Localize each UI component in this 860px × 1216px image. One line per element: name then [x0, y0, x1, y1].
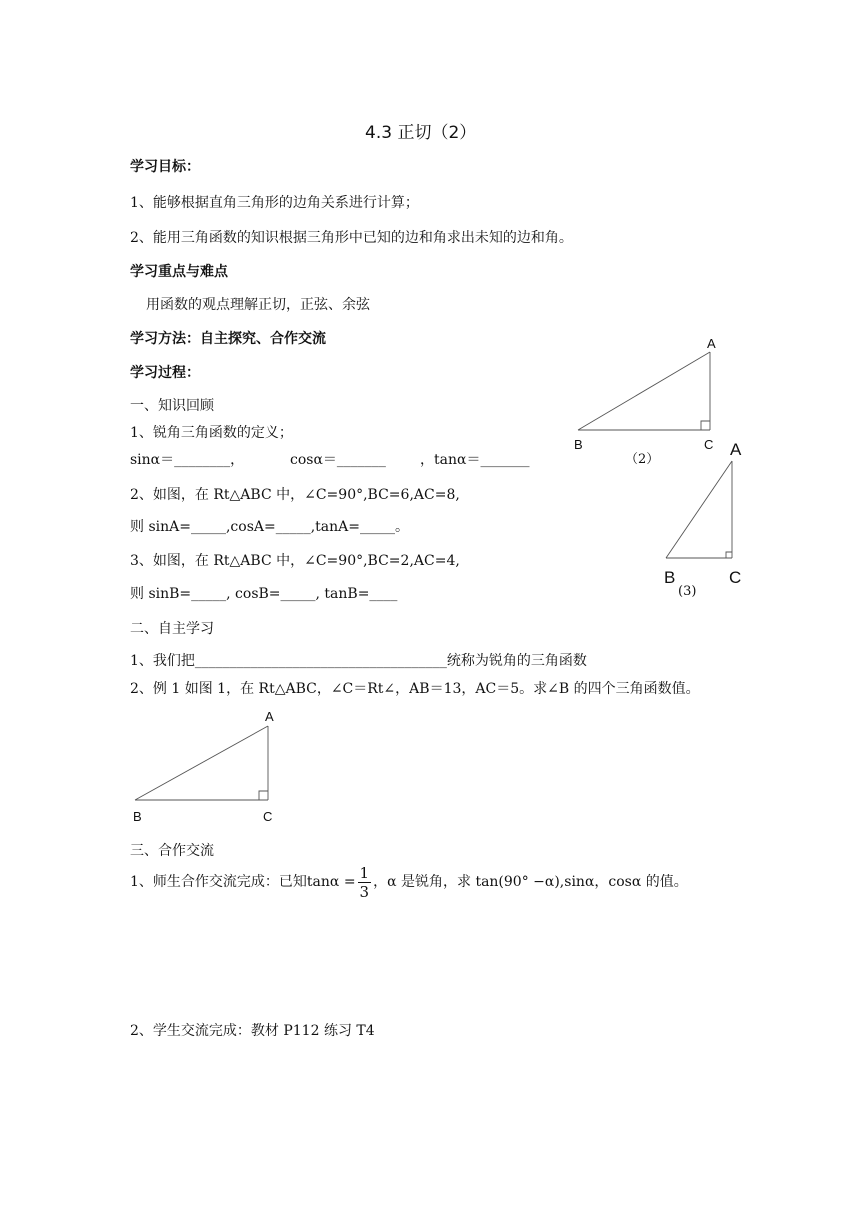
review-q1: 1、锐角三角函数的定义；: [130, 425, 293, 441]
fig1-label-b: B: [133, 809, 142, 824]
goal-item-2: 2、能用三角函数的知识根据三角形中已知的边和角求出未知的边和角。: [130, 230, 573, 246]
fig2-side-ab: [578, 352, 710, 430]
tan-definition: ，tanα＝_______: [420, 452, 530, 468]
cooperation-heading: 三、合作交流: [130, 843, 214, 859]
fig3-caption: (3): [678, 584, 697, 599]
cos-definition: cosα＝_______: [290, 452, 386, 468]
review-q2: 2、如图，在 Rt△ABC 中，∠C=90°,BC=6,AC=8,: [130, 487, 460, 503]
figure-3-triangle: [660, 455, 740, 565]
tan-expression: tanα =: [306, 874, 356, 890]
cooperation-q1: [130, 862, 688, 902]
self-study-q2: 2、例 1 如图 1，在 Rt△ABC，∠C＝Rt∠，AB＝13，AC＝5。求∠B 的四个三角函数值。: [130, 681, 700, 697]
page-title: 4.3 正切（2）: [365, 123, 477, 143]
sin-definition: sinα＝________，: [130, 452, 245, 468]
method-heading: 学习方法：自主探究、合作交流: [130, 331, 326, 347]
fraction: [358, 864, 372, 901]
fig1-right-angle: [259, 791, 268, 800]
fraction-numerator: 1: [359, 863, 370, 882]
focus-text: 用函数的观点理解正切，正弦、余弦: [146, 297, 370, 313]
process-heading: 学习过程：: [130, 365, 200, 381]
fig2-label-b: B: [574, 437, 583, 452]
fig2-label-a: A: [707, 336, 716, 351]
cooperation-q2: 2、学生交流完成：教材 P112 练习 T4: [130, 1023, 375, 1039]
fraction-denominator: 3: [359, 882, 370, 901]
fig3-label-b: B: [664, 568, 676, 587]
goals-heading: 学习目标：: [130, 159, 200, 175]
goal-item-1: 1、能够根据直角三角形的边角关系进行计算；: [130, 195, 419, 211]
fig2-right-angle: [701, 421, 710, 430]
fig3-label-a: A: [730, 440, 742, 459]
fig3-right-angle: [726, 552, 732, 558]
self-study-heading: 二、自主学习: [130, 621, 214, 637]
self-study-q1: 1、我们把____________________________________统称为锐角的三角函数: [130, 653, 587, 669]
fig1-label-c: C: [263, 809, 273, 824]
cooperation-q1-prefix: 1、师生合作交流完成：已知: [130, 874, 307, 890]
figure-1-triangle: [130, 718, 280, 808]
fig3-side-ab: [666, 461, 732, 558]
focus-heading: 学习重点与难点: [130, 264, 228, 280]
cooperation-q1-suffix: ，α 是锐角，求 tan(90° −α),sinα，cosα 的值。: [373, 874, 688, 890]
review-q2-answer: 则 sinA=_____,cosA=_____,tanA=_____。: [130, 519, 409, 535]
review-heading: 一、知识回顾: [130, 398, 214, 414]
fig2-label-c: C: [704, 437, 714, 452]
review-q3: 3、如图，在 Rt△ABC 中，∠C=90°,BC=2,AC=4,: [130, 553, 460, 569]
fig1-label-a: A: [265, 709, 274, 724]
review-q3-answer: 则 sinB=_____, cosB=_____, tanB=____: [130, 586, 398, 602]
figure-2-triangle: [570, 340, 730, 450]
fig3-label-c: C: [729, 568, 742, 587]
fig1-side-ab: [135, 726, 268, 800]
fig2-caption: （2）: [625, 452, 660, 467]
